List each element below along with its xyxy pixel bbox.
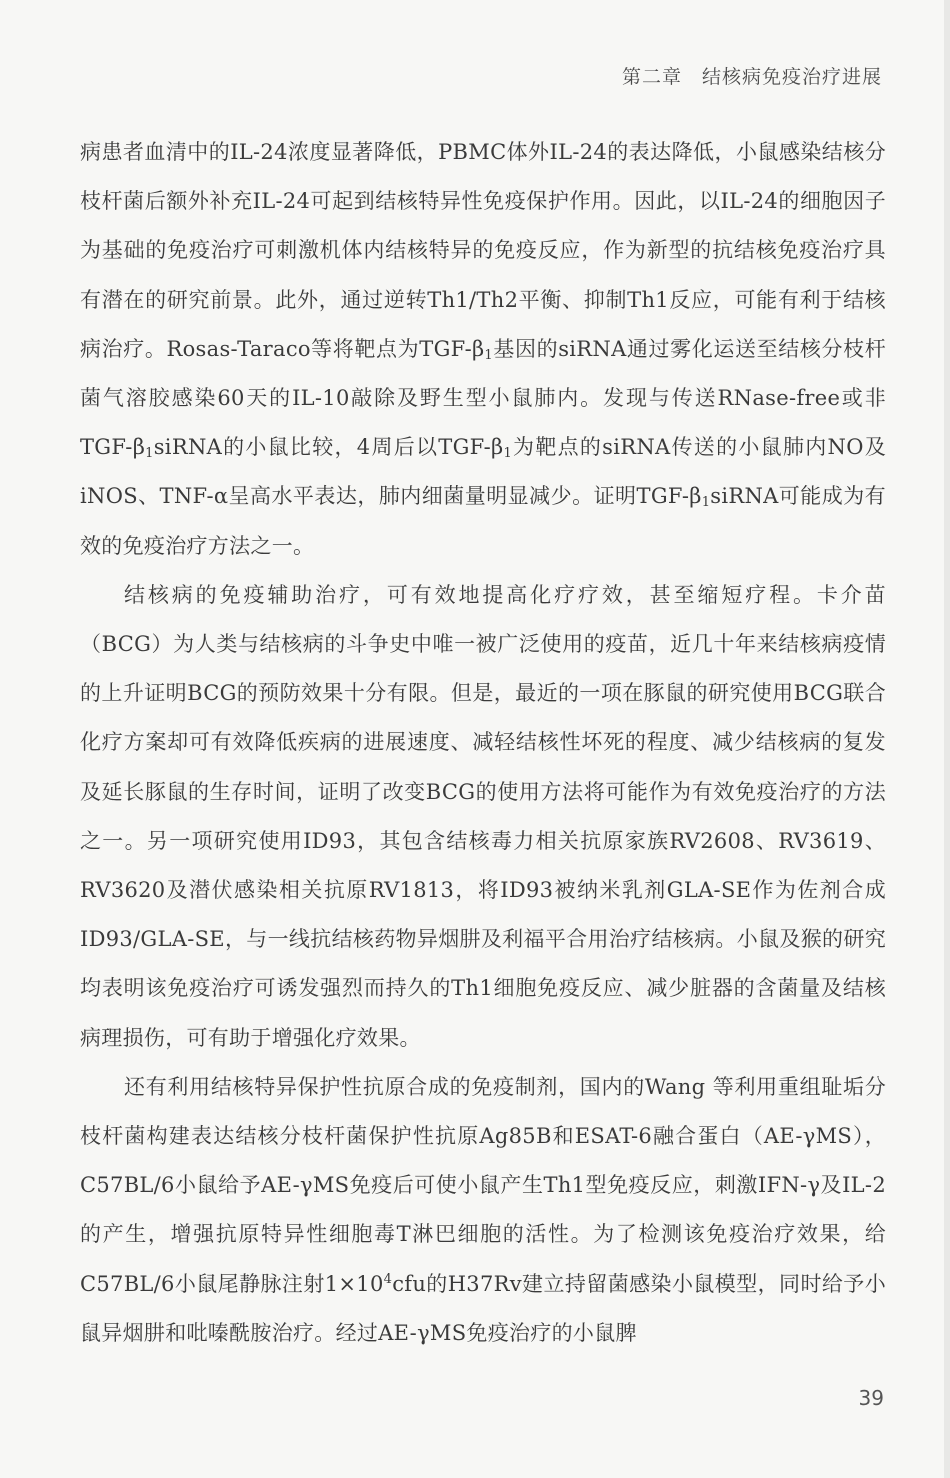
page-number: 39 xyxy=(858,1386,884,1410)
body-text xyxy=(80,128,886,1358)
paragraph-1-text-e: siRNA可能成为有效的免疫治疗方法之一。 xyxy=(80,484,886,558)
subscript: 1 xyxy=(503,446,513,462)
paragraph-3 xyxy=(80,1063,886,1358)
paragraph-1-text-c: siRNA的小鼠比较，4周后以TGF-β xyxy=(153,435,504,460)
chapter-number: 第二章 xyxy=(621,66,682,88)
paragraph-2: 结核病的免疫辅助治疗，可有效地提高化疗疗效，甚至缩短疗程。卡介苗（BCG）为人类与结核病的斗争史中唯一被广泛使用的疫苗，近几十年来结核病疫情的上升证明BCG的预防效果十分有限。但是，最近的一项在豚鼠的研究使用BCG联合化疗方案却可有效降低疾病的进展速度、减轻结核性坏死的程度、减少结核病的复发及延长豚鼠的生存时间，证明了改变BCG的使用方法将可能作为有效免疫治疗的方法之一。另一项研究使用ID93，其包含结核毒力相关抗原家族RV2608、RV3619、RV3620及潜伏感染相关抗原RV1813，将ID93被纳米乳剂GLA-SE作为佐剂合成ID93/GLA-SE，与一线抗结核药物异烟肼及利福平合用治疗结核病。小鼠及猴的研究均表明该免疫治疗可诱发强烈而持久的Th1细胞免疫反应、减少脏器的含菌量及结核病理损伤，可有助于增强化疗效果。 xyxy=(80,582,886,1050)
paragraph-1-text-b: 基因的siRNA通过雾化运送至结核分枝杆菌气溶胶感染60天的IL-10敲除及野生型小鼠肺内。发现与传送RNase-free或非TGF-β xyxy=(80,336,887,460)
paragraph-1-text-d: 为靶点的siRNA传送的小鼠肺内NO及iNOS、TNF-α呈高水平表达，肺内细菌量明显减少。证明TGF-β xyxy=(80,435,886,509)
chapter-title: 结核病免疫治疗进展 xyxy=(701,66,882,88)
paragraph-3-text-a: 还有利用结核特异保护性抗原合成的免疫制剂，国内的Wang 等利用重组耻垢分枝杆菌构建表达结核分枝杆菌保护性抗原Ag85B和ESAT-6融合蛋白（AE-γMS），C57BL/6小鼠给予AE-γMS免疫后可使小鼠产生Th1型免疫反应，刺激IFN-γ及IL-2的产生，增强抗原特异性细胞毒T淋巴细胞的活性。为了检测该免疫治疗效果，给C57BL/6小鼠尾静脉注射1×10 xyxy=(80,1074,886,1296)
running-header xyxy=(622,62,882,89)
subscript: 1 xyxy=(145,446,154,462)
paragraph-1-text-a: 病患者血清中的IL-24浓度显著降低，PBMC体外IL-24的表达降低，小鼠感染结核分枝杆菌后额外补充IL-24可起到结核特异性免疫保护作用。因此，以IL-24的细胞因子为基础的免疫治疗可刺激机体内结核特异的免疫反应，作为新型的抗结核免疫治疗具有潜在的研究前景。此外，通过逆转Th1/Th2平衡、抑制Th1反应，可能有利于结核病治疗。Rosas-Taraco等将靶点为TGF-β xyxy=(80,140,886,361)
page-edge-shadow xyxy=(944,0,950,1478)
subscript: 1 xyxy=(701,495,711,511)
superscript: 4 xyxy=(383,1271,393,1287)
paragraph-3-text-b: cfu的H37Rv建立持留菌感染小鼠模型，同时给予小鼠异烟肼和吡嗪酰胺治疗。经过AE-γMS免疫治疗的小鼠脾 xyxy=(80,1271,886,1345)
subscript: 1 xyxy=(484,347,493,363)
paragraph-1 xyxy=(80,128,886,571)
